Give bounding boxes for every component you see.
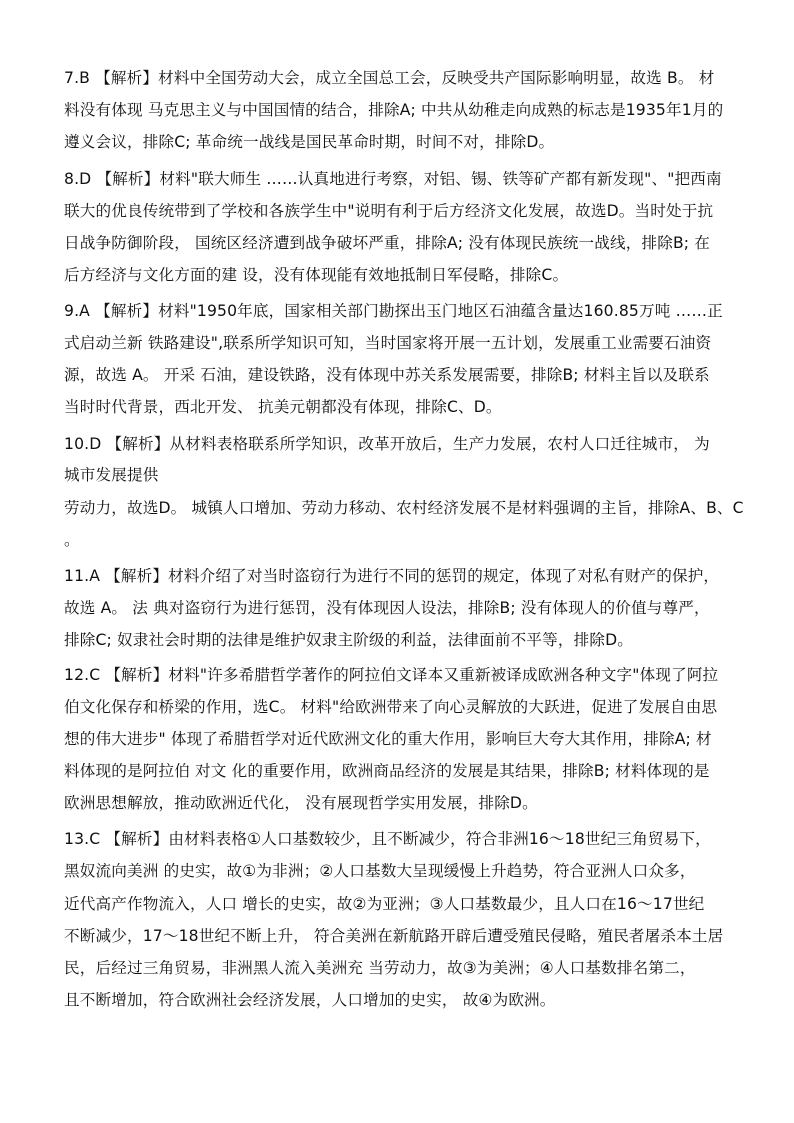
- answer-7-line-1: 7.B 【解析】材料中全国劳动大会，成立全国总工会，反映受共产国际影响明显，故选 B。 材: [64, 69, 715, 87]
- answer-8-line-2: 联大的优良传统带到了学校和各族学生中"说明有利于后方经济文化发展，故选D。当时处于抗: [64, 202, 714, 220]
- answer-7-line-2: 料没有体现 马克思主义与中国国情的结合，排除A; 中共从幼稚走向成熟的标志是1935年1月的: [64, 101, 724, 119]
- answer-11-line-3: 排除C; 奴隶社会时期的法律是维护奴隶主阶级的利益，法律面前不平等，排除D。: [64, 631, 633, 649]
- answer-10-line-2: 城市发展提供: [64, 466, 159, 484]
- answer-8-line-1: 8.D 【解析】材料"联大师生 ……认真地进行考察，对铝、锡、铁等矿产都有新发现"、"把西南: [64, 170, 722, 188]
- answer-9-line-3: 源，故选 A。 开采 石油，建设铁路，没有体现中苏关系发展需要，排除B; 材料主旨以及联系: [64, 366, 710, 384]
- answer-11-line-2: 故选 A。 法 典对盗窃行为进行惩罚，没有体现因人设法，排除B; 没有体现人的价值与尊严，: [64, 599, 710, 617]
- answer-13-line-6: 且不断增加，符合欧洲社会经济发展，人口增加的史实， 故④为欧洲。: [64, 991, 556, 1009]
- answer-12-line-3: 想的伟大进步" 体现了希腊哲学对近代欧洲文化的重大作用，影响巨大夸大其作用，排除A; 材: [64, 730, 712, 748]
- answer-10-line-3: 劳动力，故选D。 城镇人口增加、劳动力移动、农村经济发展不是材料强调的主旨，排除A、B、C: [64, 499, 744, 517]
- answer-8-line-4: 后方经济与文化方面的建 设，没有体现能有效地抵制日军侵略，排除C。: [64, 266, 569, 284]
- answer-7-line-3: 遵义会议，排除C; 革命统一战线是国民革命时期，时间不对，排除D。: [64, 133, 555, 151]
- answer-10-line-4: 。: [64, 531, 80, 549]
- answer-13-line-2: 黑奴流向美洲 的史实，故①为非洲；②人口基数大呈现缓慢上升趋势，符合亚洲人口众多，: [64, 862, 696, 880]
- answer-10-line-1: 10.D 【解析】从材料表格联系所学知识，改革开放后，生产力发展，农村人口迁往城市， 为: [64, 435, 710, 453]
- answer-9-line-4: 当时时代背景，西北开发、 抗美元朝都没有体现，排除C、D。: [64, 398, 502, 416]
- answer-12-line-5: 欧洲思想解放，推动欧洲近代化， 没有展现哲学实用发展，排除D。: [64, 794, 538, 812]
- answer-11-line-1: 11.A 【解析】材料介绍了对当时盗窃行为进行不同的惩罚的规定，体现了对私有财产的保护，: [64, 567, 720, 585]
- answer-12-line-2: 伯文化保存和桥梁的作用，选C。 材料"给欧洲带来了向心灵解放的大跃进，促进了发展自由思: [64, 698, 718, 716]
- answer-13-line-3: 近代高产作物流入，人口 增长的史实，故②为亚洲；③人口基数最少，且人口在16～17世纪: [64, 895, 705, 913]
- answer-9-line-1: 9.A 【解析】材料"1950年底，国家相关部门勘探出玉门地区石油蕴含量达160.85万吨 ……正: [64, 302, 723, 320]
- answer-12-line-4: 料体现的是阿拉伯 对文 化的重要作用，欧洲商品经济的发展是其结果，排除B; 材料体现的是: [64, 762, 710, 780]
- answer-9-line-2: 式启动兰新 铁路建设",联系所学知识可知，当时国家将开展一五计划，发展重工业需要石油资: [64, 334, 712, 352]
- answer-13-line-4: 不断减少，17～18世纪不断上升， 符合美洲在新航路开辟后遭受殖民侵略，殖民者屠杀本土居: [64, 927, 724, 945]
- answer-13-line-5: 民，后经过三角贸易，非洲黑人流入美洲充 当劳动力，故③为美洲；④人口基数排名第二，: [64, 959, 696, 977]
- answer-8-line-3: 日战争防御阶段， 国统区经济遭到战争破坏严重，排除A; 没有体现民族统一战线，排除B; 在: [64, 234, 711, 252]
- answer-13-line-1: 13.C 【解析】由材料表格①人口基数较少，且不断减少，符合非洲16～18世纪三角贸易下，: [64, 830, 711, 848]
- answer-12-line-1: 12.C 【解析】材料"许多希腊哲学著作的阿拉伯文译本又重新被译成欧洲各种文字"体现了阿拉: [64, 666, 719, 684]
